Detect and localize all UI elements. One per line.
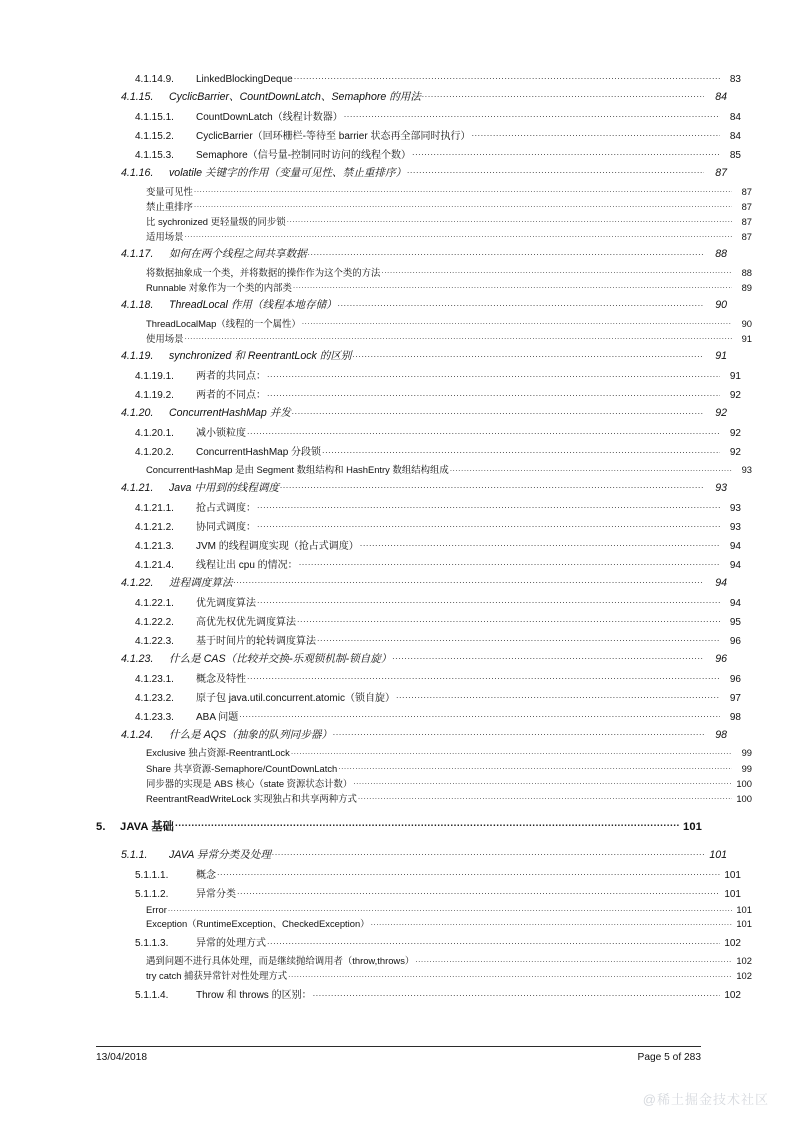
toc-entry-title: ThreadLocalMap（线程的一个属性） xyxy=(146,317,301,329)
toc-entry[interactable] xyxy=(121,246,727,261)
toc-leader-dots xyxy=(322,445,720,455)
toc-entry[interactable] xyxy=(146,953,752,967)
toc-entry-page: 95 xyxy=(729,616,741,628)
toc-entry-page: 92 xyxy=(729,428,741,440)
toc-entry-title: 使用场景 xyxy=(146,332,184,344)
toc-entry-title: 什么是 CAS（比较并交换-乐观锁机制-锁自旋） xyxy=(169,652,392,665)
toc-leader-dots xyxy=(450,464,732,473)
toc-entry-page: 92 xyxy=(729,447,741,459)
toc-entry-number: 4.1.20. xyxy=(121,407,154,420)
toc-entry[interactable] xyxy=(135,670,741,685)
toc-leader-dots xyxy=(407,165,704,176)
toc-entry[interactable] xyxy=(121,297,727,312)
toc-entry[interactable] xyxy=(135,108,741,123)
toc-entry-page: 87 xyxy=(715,167,727,179)
toc-entry-page: 92 xyxy=(729,390,741,402)
toc-entry[interactable] xyxy=(121,405,727,420)
toc-leader-dots xyxy=(185,333,732,342)
toc-entry[interactable] xyxy=(135,386,741,401)
toc-entry-title: 原子包 java.util.concurrent.atomic（锁自旋） xyxy=(196,692,395,704)
toc-leader-dots xyxy=(360,539,720,549)
toc-entry-page: 102 xyxy=(736,970,752,982)
toc-entry-title: 两者的不同点： xyxy=(196,390,266,402)
toc-entry-page: 98 xyxy=(729,711,741,723)
toc-leader-dots xyxy=(267,936,720,946)
toc-entry[interactable] xyxy=(146,761,752,775)
watermark: @稀土掘金技术社区 xyxy=(642,1092,769,1107)
toc-leader-dots xyxy=(333,727,704,738)
toc-entry[interactable] xyxy=(135,866,741,881)
toc-entry-number: 4.1.22.3. xyxy=(135,635,174,647)
toc-entry-number: 4.1.19.2. xyxy=(135,390,174,402)
toc-entry-title: 禁止重排序 xyxy=(146,200,193,212)
toc-entry[interactable] xyxy=(135,708,741,723)
toc-entry[interactable] xyxy=(121,89,727,104)
toc-entry-page: 99 xyxy=(741,747,752,759)
toc-entry-title: 异常分类 xyxy=(196,888,236,900)
toc-leader-dots xyxy=(294,72,720,82)
toc-entry[interactable] xyxy=(146,745,752,759)
toc-entry-page: 84 xyxy=(729,112,741,123)
toc-entry-page: 87 xyxy=(741,185,752,197)
toc-leader-dots xyxy=(175,819,679,830)
toc-entry-title: 变量可见性 xyxy=(146,185,193,197)
toc-entry-title: 协同式调度： xyxy=(196,521,256,533)
toc-leader-dots xyxy=(247,426,720,436)
toc-leader-dots xyxy=(317,634,720,644)
toc-entry-number: 4.1.15. xyxy=(121,91,154,103)
toc-entry-page: 94 xyxy=(729,559,741,571)
toc-entry-title: Throw 和 throws 的区别： xyxy=(196,990,312,1002)
toc-leader-dots xyxy=(288,970,732,979)
toc-entry[interactable] xyxy=(96,818,702,834)
toc-entry-title: ConcurrentHashMap 并发 xyxy=(169,407,291,420)
toc-entry-title: JVM 的线程调度实现（抢占式调度） xyxy=(196,540,359,552)
toc-entry[interactable] xyxy=(146,199,752,213)
toc-entry[interactable] xyxy=(135,556,741,571)
toc-leader-dots xyxy=(412,148,720,158)
toc-entry-title: 概念及特性 xyxy=(196,673,246,685)
toc-entry-title: 将数据抽象成一个类，并将数据的操作作为这个类的方法 xyxy=(146,266,381,278)
toc-entry-number: 4.1.24. xyxy=(121,728,154,741)
toc-entry-number: 4.1.15.2. xyxy=(135,131,174,142)
toc-entry-number: 5.1.1.3. xyxy=(135,938,169,950)
footer-page-number: Page 5 of 283 xyxy=(637,1052,701,1063)
toc-entry-title: ConcurrentHashMap 是由 Segment 数组结构和 HashEntry 数组结构组成 xyxy=(146,464,449,476)
toc-entry[interactable] xyxy=(121,480,727,495)
toc-entry[interactable] xyxy=(121,727,727,742)
toc-leader-dots xyxy=(168,904,732,913)
toc-entry-title: 基于时间片的轮转调度算法 xyxy=(196,635,316,647)
toc-entry-number: 4.1.16. xyxy=(121,167,154,179)
toc-leader-dots xyxy=(292,406,704,417)
toc-entry-number: 4.1.23. xyxy=(121,652,154,665)
toc-entry[interactable] xyxy=(135,986,741,1001)
toc-entry[interactable] xyxy=(135,72,741,85)
toc-entry[interactable] xyxy=(146,265,752,279)
toc-entry-page: 89 xyxy=(741,281,752,293)
toc-entry-title: 什么是 AQS（抽象的队列同步器） xyxy=(169,728,333,741)
toc-entry[interactable] xyxy=(121,575,727,590)
toc-leader-dots xyxy=(267,388,720,398)
toc-entry-number: 4.1.22.1. xyxy=(135,597,174,609)
toc-leader-dots xyxy=(392,651,704,662)
toc-entry[interactable] xyxy=(135,499,741,514)
toc-entry-title: synchronized 和 ReentrantLock 的区别 xyxy=(169,350,352,363)
toc-entry-page: 101 xyxy=(724,869,741,881)
toc-entry-title: 概念 xyxy=(196,869,216,881)
toc-leader-dots xyxy=(353,777,732,786)
toc-entry-title: ConcurrentHashMap 分段锁 xyxy=(196,447,322,459)
toc-entry-page: 91 xyxy=(741,332,752,344)
toc-entry-page: 96 xyxy=(715,652,727,665)
toc-entry-page: 90 xyxy=(741,317,752,329)
toc-entry-page: 87 xyxy=(741,200,752,212)
toc-entry-title: 异常的处理方式 xyxy=(196,938,266,950)
toc-entry-title: 两者的共同点： xyxy=(196,371,266,383)
toc-entry-page: 84 xyxy=(729,131,741,142)
toc-entry-title: ReentrantReadWriteLock 实现独占和共享两种方式 xyxy=(146,792,357,804)
toc-entry-page: 87 xyxy=(741,230,752,242)
toc-entry-number: 4.1.19. xyxy=(121,350,154,363)
toc-entry[interactable] xyxy=(121,847,727,862)
toc-leader-dots xyxy=(415,955,732,964)
toc-entry[interactable] xyxy=(146,229,752,243)
toc-entry-number: 4.1.23.1. xyxy=(135,673,174,685)
toc-entry-title: 优先调度算法 xyxy=(196,597,256,609)
toc-entry[interactable] xyxy=(121,165,727,180)
toc-entry-title: 遇到问题不进行具体处理，而是继续抛给调用者（throw,throws） xyxy=(146,955,415,967)
toc-entry-page: 93 xyxy=(715,481,727,494)
toc-entry-title: JAVA 异常分类及处理 xyxy=(169,848,272,861)
toc-entry-page: 101 xyxy=(736,918,752,930)
toc-entry-number: 5.1.1. xyxy=(121,848,148,861)
toc-entry-title: try catch 捕获异常针对性处理方式 xyxy=(146,970,288,982)
toc-entry-page: 93 xyxy=(729,521,741,533)
toc-entry[interactable] xyxy=(146,331,752,345)
toc-entry-page: 84 xyxy=(715,91,727,103)
toc-leader-dots xyxy=(371,918,732,927)
toc-entry[interactable] xyxy=(135,689,741,704)
toc-entry-number: 4.1.22.2. xyxy=(135,616,174,628)
toc-entry-page: 96 xyxy=(729,673,741,685)
toc-entry-page: 87 xyxy=(741,215,752,227)
toc-entry-title: CyclicBarrier（回环栅栏-等待至 barrier 状态再全部同时执行） xyxy=(196,131,471,142)
toc-entry-number: 4.1.21.4. xyxy=(135,559,174,571)
toc-leader-dots xyxy=(302,317,732,326)
toc-leader-dots xyxy=(257,596,720,606)
toc-entry[interactable] xyxy=(146,904,752,915)
toc-leader-dots xyxy=(358,792,732,801)
toc-entry-number: 4.1.21. xyxy=(121,481,154,494)
toc-leader-dots xyxy=(338,298,704,309)
toc-entry[interactable] xyxy=(135,594,741,609)
toc-leader-dots xyxy=(353,349,704,360)
toc-entry-number: 4.1.20.1. xyxy=(135,428,174,440)
toc-entry-page: 102 xyxy=(724,990,741,1002)
toc-entry-title: JAVA 基础 xyxy=(120,820,174,833)
toc-leader-dots xyxy=(280,480,704,491)
toc-entry-title: Exclusive 独占资源-ReentrantLock xyxy=(146,747,290,759)
table-of-contents xyxy=(96,68,752,1005)
toc-entry[interactable] xyxy=(146,776,752,790)
toc-entry[interactable] xyxy=(146,462,752,476)
toc-entry-title: 进程调度算法 xyxy=(169,576,233,589)
toc-entry-page: 102 xyxy=(724,938,741,950)
toc-entry-number: 5. xyxy=(96,820,106,833)
toc-entry-title: ABA 问题 xyxy=(196,711,239,723)
toc-entry-number: 4.1.22. xyxy=(121,576,154,589)
toc-entry-number: 5.1.1.1. xyxy=(135,869,169,881)
toc-entry-number: 5.1.1.2. xyxy=(135,888,169,900)
toc-entry-page: 100 xyxy=(736,777,752,789)
toc-entry-title: Semaphore（信号量-控制同时访问的线程个数） xyxy=(196,150,412,161)
toc-entry-page: 96 xyxy=(729,635,741,647)
toc-entry-title: LinkedBlockingDeque xyxy=(196,74,293,85)
toc-entry-page: 83 xyxy=(729,74,741,85)
toc-entry-page: 94 xyxy=(715,576,727,589)
toc-entry-page: 88 xyxy=(741,266,752,278)
toc-entry-page: 97 xyxy=(729,692,741,704)
toc-entry[interactable] xyxy=(135,537,741,552)
toc-leader-dots xyxy=(291,747,732,756)
toc-entry-number: 4.1.15.1. xyxy=(135,112,174,123)
toc-entry[interactable] xyxy=(146,968,752,982)
toc-entry[interactable] xyxy=(146,791,752,805)
toc-entry-title: 如何在两个线程之间共享数据 xyxy=(169,248,307,261)
toc-entry-title: CountDownLatch（线程计数器） xyxy=(196,112,343,123)
toc-leader-dots xyxy=(194,200,732,209)
toc-entry[interactable] xyxy=(146,280,752,294)
toc-entry-page: 88 xyxy=(715,248,727,261)
toc-entry-number: 4.1.17. xyxy=(121,248,154,261)
toc-entry-number: 4.1.20.2. xyxy=(135,447,174,459)
toc-entry-title: 减小锁粒度 xyxy=(196,428,246,440)
toc-entry-title: volatile 关键字的作用（变量可见性、禁止重排序） xyxy=(169,167,407,179)
toc-leader-dots xyxy=(247,672,720,682)
toc-entry-page: 85 xyxy=(729,150,741,161)
toc-entry[interactable] xyxy=(135,885,741,900)
toc-entry-number: 4.1.21.3. xyxy=(135,540,174,552)
toc-entry-page: 93 xyxy=(741,464,752,476)
toc-entry-number: 4.1.23.2. xyxy=(135,692,174,704)
toc-entry-number: 4.1.23.3. xyxy=(135,711,174,723)
toc-entry[interactable] xyxy=(135,424,741,439)
toc-leader-dots xyxy=(381,266,732,275)
toc-leader-dots xyxy=(237,887,720,897)
toc-leader-dots xyxy=(344,110,720,120)
toc-entry-title: Error xyxy=(146,904,167,916)
toc-entry-page: 92 xyxy=(715,407,727,420)
toc-leader-dots xyxy=(293,281,732,290)
toc-entry[interactable] xyxy=(146,916,752,930)
toc-entry-number: 4.1.14.9. xyxy=(135,74,174,85)
toc-entry-title: 适用场景 xyxy=(146,230,184,242)
toc-entry-title: 比 sychronized 更轻量级的同步锁 xyxy=(146,215,286,227)
toc-entry[interactable] xyxy=(121,348,727,363)
toc-entry-number: 4.1.21.1. xyxy=(135,502,174,514)
toc-entry[interactable] xyxy=(146,184,752,198)
toc-entry-title: Runnable 对象作为一个类的内部类 xyxy=(146,281,292,293)
toc-entry[interactable] xyxy=(135,613,741,628)
toc-entry-title: 线程让出 cpu 的情况： xyxy=(196,559,298,571)
toc-entry[interactable] xyxy=(135,443,741,458)
toc-entry-page: 101 xyxy=(724,888,741,900)
toc-entry-title: 高优先权优先调度算法 xyxy=(196,616,296,628)
toc-entry-page: 94 xyxy=(729,597,741,609)
footer-date: 13/04/2018 xyxy=(96,1052,147,1063)
toc-entry-title: ThreadLocal 作用（线程本地存储） xyxy=(169,299,337,312)
toc-leader-dots xyxy=(297,615,720,625)
toc-entry-title: 同步器的实现是 ABS 核心（state 资源状态计数） xyxy=(146,777,353,789)
toc-entry[interactable] xyxy=(135,127,741,142)
toc-entry-page: 102 xyxy=(736,955,752,967)
toc-entry[interactable] xyxy=(135,632,741,647)
toc-entry-page: 93 xyxy=(729,502,741,514)
toc-entry-page: 98 xyxy=(715,728,727,741)
toc-entry-title: CyclicBarrier、CountDownLatch、Semaphore 的用法 xyxy=(169,91,421,103)
toc-entry-title: Exception（RuntimeException、CheckedException） xyxy=(146,918,370,930)
toc-entry-number: 4.1.21.2. xyxy=(135,521,174,533)
toc-leader-dots xyxy=(194,185,732,194)
toc-leader-dots xyxy=(396,691,720,701)
toc-entry-page: 91 xyxy=(715,350,727,363)
toc-leader-dots xyxy=(338,762,732,771)
toc-leader-dots xyxy=(234,575,704,586)
toc-entry[interactable] xyxy=(121,651,727,666)
toc-entry-page: 101 xyxy=(709,848,727,861)
toc-entry[interactable] xyxy=(146,316,752,330)
toc-entry-page: 101 xyxy=(683,820,702,833)
toc-entry-title: Java 中用到的线程调度 xyxy=(169,481,280,494)
page-footer xyxy=(96,1046,701,1063)
toc-entry-number: 4.1.15.3. xyxy=(135,150,174,161)
toc-leader-dots xyxy=(299,558,720,568)
toc-leader-dots xyxy=(272,847,704,858)
toc-leader-dots xyxy=(239,710,720,720)
toc-leader-dots xyxy=(471,129,720,139)
toc-leader-dots xyxy=(308,247,704,258)
toc-entry[interactable] xyxy=(135,367,741,382)
toc-entry-number: 5.1.1.4. xyxy=(135,990,169,1002)
toc-leader-dots xyxy=(313,988,720,998)
toc-leader-dots xyxy=(422,89,704,100)
toc-entry-number: 4.1.19.1. xyxy=(135,371,174,383)
toc-entry[interactable] xyxy=(146,214,752,228)
toc-entry-page: 100 xyxy=(736,792,752,804)
toc-entry-title: 抢占式调度： xyxy=(196,502,256,514)
toc-entry-page: 99 xyxy=(741,762,752,774)
toc-leader-dots xyxy=(257,520,720,530)
toc-leader-dots xyxy=(217,868,720,878)
toc-leader-dots xyxy=(287,215,732,224)
toc-entry-page: 94 xyxy=(729,540,741,552)
toc-entry-page: 101 xyxy=(736,904,752,916)
toc-entry-page: 91 xyxy=(729,371,741,383)
toc-entry-page: 90 xyxy=(715,299,727,312)
toc-leader-dots xyxy=(257,501,720,511)
toc-leader-dots xyxy=(185,230,732,239)
toc-entry[interactable] xyxy=(135,146,741,161)
toc-entry-title: Share 共享资源-Semaphore/CountDownLatch xyxy=(146,762,338,774)
toc-entry[interactable] xyxy=(135,934,741,949)
toc-entry[interactable] xyxy=(135,518,741,533)
toc-leader-dots xyxy=(267,369,720,379)
toc-entry-number: 4.1.18. xyxy=(121,299,154,312)
